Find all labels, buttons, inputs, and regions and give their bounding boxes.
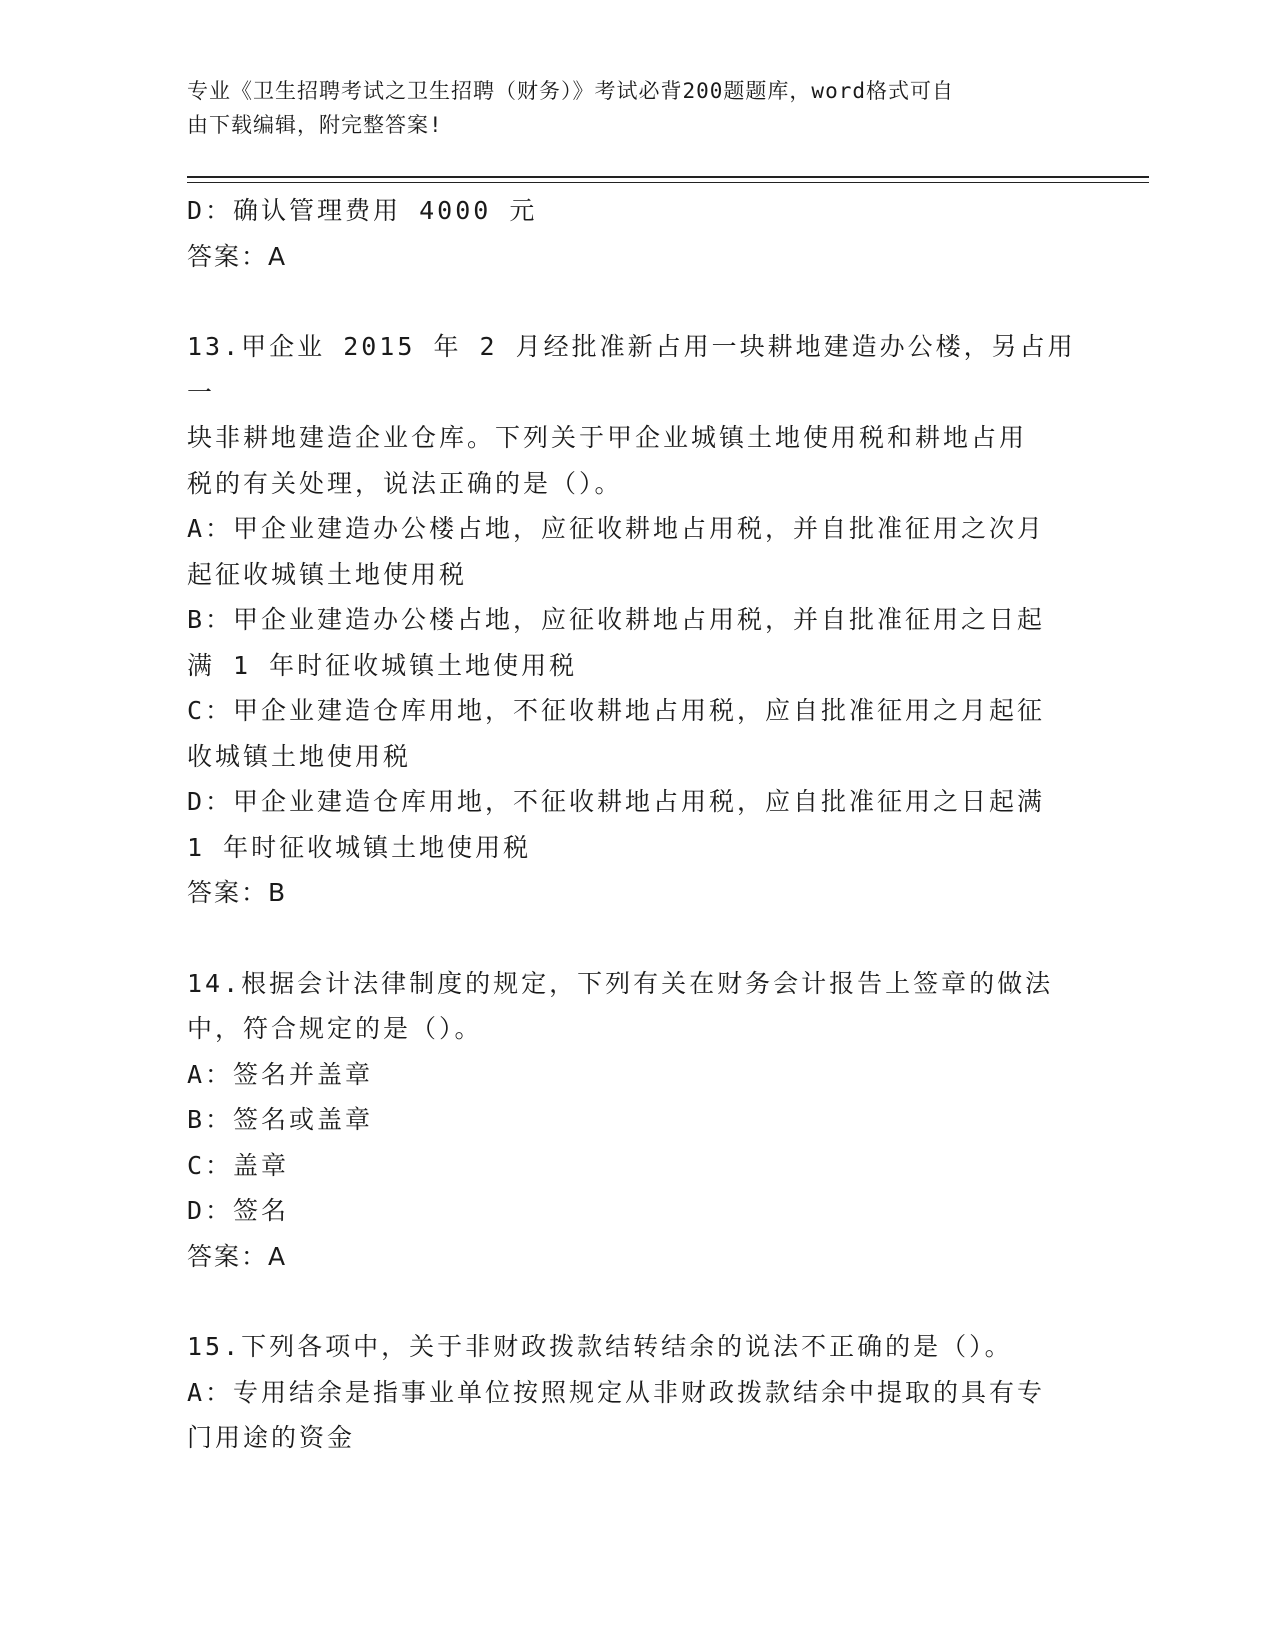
- option-d: D：签名: [187, 1196, 290, 1225]
- spacer: [187, 916, 1087, 961]
- document-body: [187, 188, 1087, 1461]
- header-line: 专业《卫生招聘考试之卫生招聘（财务）》考试必背200题题库，word格式可自: [187, 79, 954, 103]
- option-c-cont: 收城镇土地使用税: [187, 741, 412, 771]
- question-stem: 13.甲企业 2015 年 2 月经批准新占用一块耕地建造办公楼，另占用一: [187, 332, 1076, 407]
- question-15: [187, 1324, 1087, 1461]
- option-b-cont: 满 1 年时征收城镇土地使用税: [187, 650, 578, 680]
- header-divider-thin: [187, 182, 1149, 183]
- question-stem: 15.下列各项中，关于非财政拨款结转结余的说法不正确的是（）。: [187, 1332, 1013, 1361]
- option-d-cont: 1 年时征收城镇土地使用税: [187, 832, 532, 862]
- option-c: C：甲企业建造仓库用地，不征收耕地占用税，应自批准征用之月起征: [187, 696, 1046, 725]
- answer-line: 答案：B: [187, 878, 288, 907]
- option-a-cont: 起征收城镇土地使用税: [187, 559, 468, 589]
- question-stem: 块非耕地建造企业仓库。下列关于甲企业城镇土地使用税和耕地占用: [187, 423, 1028, 452]
- spacer: [187, 1279, 1087, 1324]
- option-a-cont: 门用途的资金: [187, 1423, 356, 1452]
- option-d: D：甲企业建造仓库用地，不征收耕地占用税，应自批准征用之日起满: [187, 787, 1046, 816]
- header-divider-thick: [187, 176, 1149, 178]
- question-13: [187, 324, 1087, 916]
- option-b: B：甲企业建造办公楼占地，应征收耕地占用税，并自批准征用之日起: [187, 605, 1046, 634]
- answer-line: 答案：A: [187, 241, 288, 271]
- page-header: [187, 74, 1067, 142]
- spacer: [187, 279, 1087, 324]
- question-stem: 中，符合规定的是（）。: [187, 1014, 483, 1043]
- answer-line: 答案：A: [187, 1241, 288, 1271]
- option-a: A：专用结余是指事业单位按照规定从非财政拨款结余中提取的具有专: [187, 1377, 1046, 1407]
- option-c: C：盖章: [187, 1150, 290, 1180]
- question-stem: 14.根据会计法律制度的规定，下列有关在财务会计报告上签章的做法: [187, 968, 1054, 998]
- question-stem: 税的有关处理，说法正确的是（）。: [187, 468, 623, 498]
- option-a: A：甲企业建造办公楼占地，应征收耕地占用税，并自批准征用之次月: [187, 514, 1046, 543]
- option-b: B：签名或盖章: [187, 1105, 374, 1134]
- option-a: A：签名并盖章: [187, 1059, 374, 1089]
- option-d: D：确认管理费用 4000 元: [187, 196, 538, 225]
- header-line: 由下载编辑，附完整答案!: [187, 113, 443, 137]
- question-14: [187, 961, 1087, 1280]
